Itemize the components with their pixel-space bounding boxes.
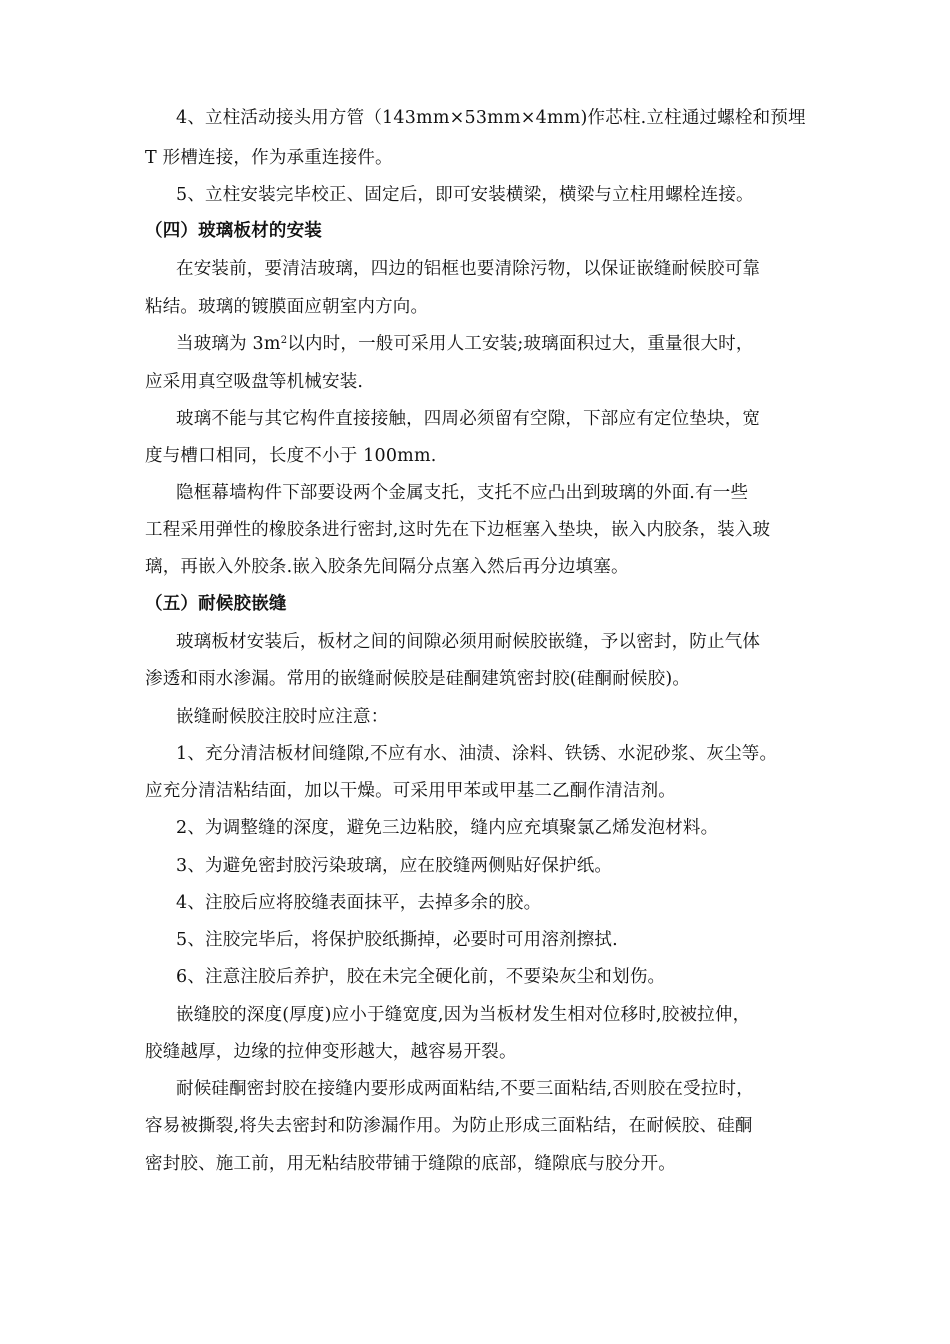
paragraph-line: 工程采用弹性的橡胶条进行密封,这时先在下边框塞入垫块，嵌入内胶条，装入玻 <box>145 520 771 540</box>
paragraph-line: 5、注胶完毕后，将保护胶纸撕掉，必要时可用溶剂擦拭. <box>176 930 618 950</box>
paragraph-line: 4、注胶后应将胶缝表面抹平，去掉多余的胶。 <box>176 893 542 913</box>
paragraph-line: 玻璃板材安装后，板材之间的间隙必须用耐候胶嵌缝，予以密封，防止气体 <box>176 632 761 652</box>
paragraph-line: 密封胶、施工前，用无粘结胶带铺于缝隙的底部，缝隙底与胶分开。 <box>145 1154 676 1174</box>
paragraph-line: 隐框幕墙构件下部要设两个金属支托，支托不应凸出到玻璃的外面.有一些 <box>176 483 749 503</box>
paragraph-line: 玻璃不能与其它构件直接接触，四周必须留有空隙，下部应有定位垫块，宽 <box>176 409 761 429</box>
paragraph-line: 渗透和雨水渗漏。常用的嵌缝耐候胶是硅酮建筑密封胶(硅酮耐候胶)。 <box>145 669 691 689</box>
superscript: 2 <box>280 335 288 346</box>
text-fragment: 当玻璃为 3m <box>176 334 281 354</box>
section-heading: （四）玻璃板材的安装 <box>145 221 322 241</box>
paragraph-line: 应采用真空吸盘等机械安装. <box>145 372 364 392</box>
paragraph-line: 嵌缝耐候胶注胶时应注意： <box>176 707 389 727</box>
paragraph-line <box>176 332 754 356</box>
paragraph-line: 应充分清洁粘结面，加以干燥。可采用甲苯或甲基二乙酮作清洁剂。 <box>145 781 676 801</box>
paragraph-line: 胶缝越厚，边缘的拉伸变形越大，越容易开裂。 <box>145 1042 517 1062</box>
paragraph-line: 嵌缝胶的深度(厚度)应小于缝宽度,因为当板材发生相对位移时,胶被拉伸， <box>176 1005 751 1025</box>
paragraph-line: T 形槽连接，作为承重连接件。 <box>145 148 393 168</box>
paragraph-line: 4、立柱活动接头用方管（143mm×53mm×4mm)作芯柱.立柱通过螺栓和预埋 <box>176 108 806 128</box>
paragraph-line: 1、充分清洁板材间缝隙,不应有水、油渍、涂料、铁锈、水泥砂浆、灰尘等。 <box>176 744 778 764</box>
paragraph-line: 6、注意注胶后养护，胶在未完全硬化前，不要染灰尘和划伤。 <box>176 967 666 987</box>
paragraph-line: 璃，再嵌入外胶条.嵌入胶条先间隔分点塞入然后再分边填塞。 <box>145 557 629 577</box>
paragraph-line: 耐候硅酮密封胶在接缝内要形成两面粘结,不要三面粘结,否则胶在受拉时， <box>176 1079 754 1099</box>
paragraph-line: 粘结。玻璃的镀膜面应朝室内方向。 <box>145 297 429 317</box>
section-heading: （五）耐候胶嵌缝 <box>145 594 287 614</box>
paragraph-line: 3、为避免密封胶污染玻璃，应在胶缝两侧贴好保护纸。 <box>176 856 613 876</box>
paragraph-line: 度与槽口相同，长度不小于 100mm. <box>145 446 437 466</box>
paragraph-line: 2、为调整缝的深度，避免三边粘胶，缝内应充填聚氯乙烯发泡材料。 <box>176 818 719 838</box>
paragraph-line: 容易被撕裂,将失去密封和防渗漏作用。为防止形成三面粘结，在耐候胶、硅酮 <box>145 1116 753 1136</box>
paragraph-line: 5、立柱安装完毕校正、固定后，即可安装横梁，横梁与立柱用螺栓连接。 <box>176 185 754 205</box>
paragraph-line: 在安装前，要清洁玻璃，四边的铝框也要清除污物，以保证嵌缝耐候胶可靠 <box>176 259 761 279</box>
text-fragment: 以内时，一般可采用人工安装;玻璃面积过大，重量很大时， <box>287 334 754 354</box>
